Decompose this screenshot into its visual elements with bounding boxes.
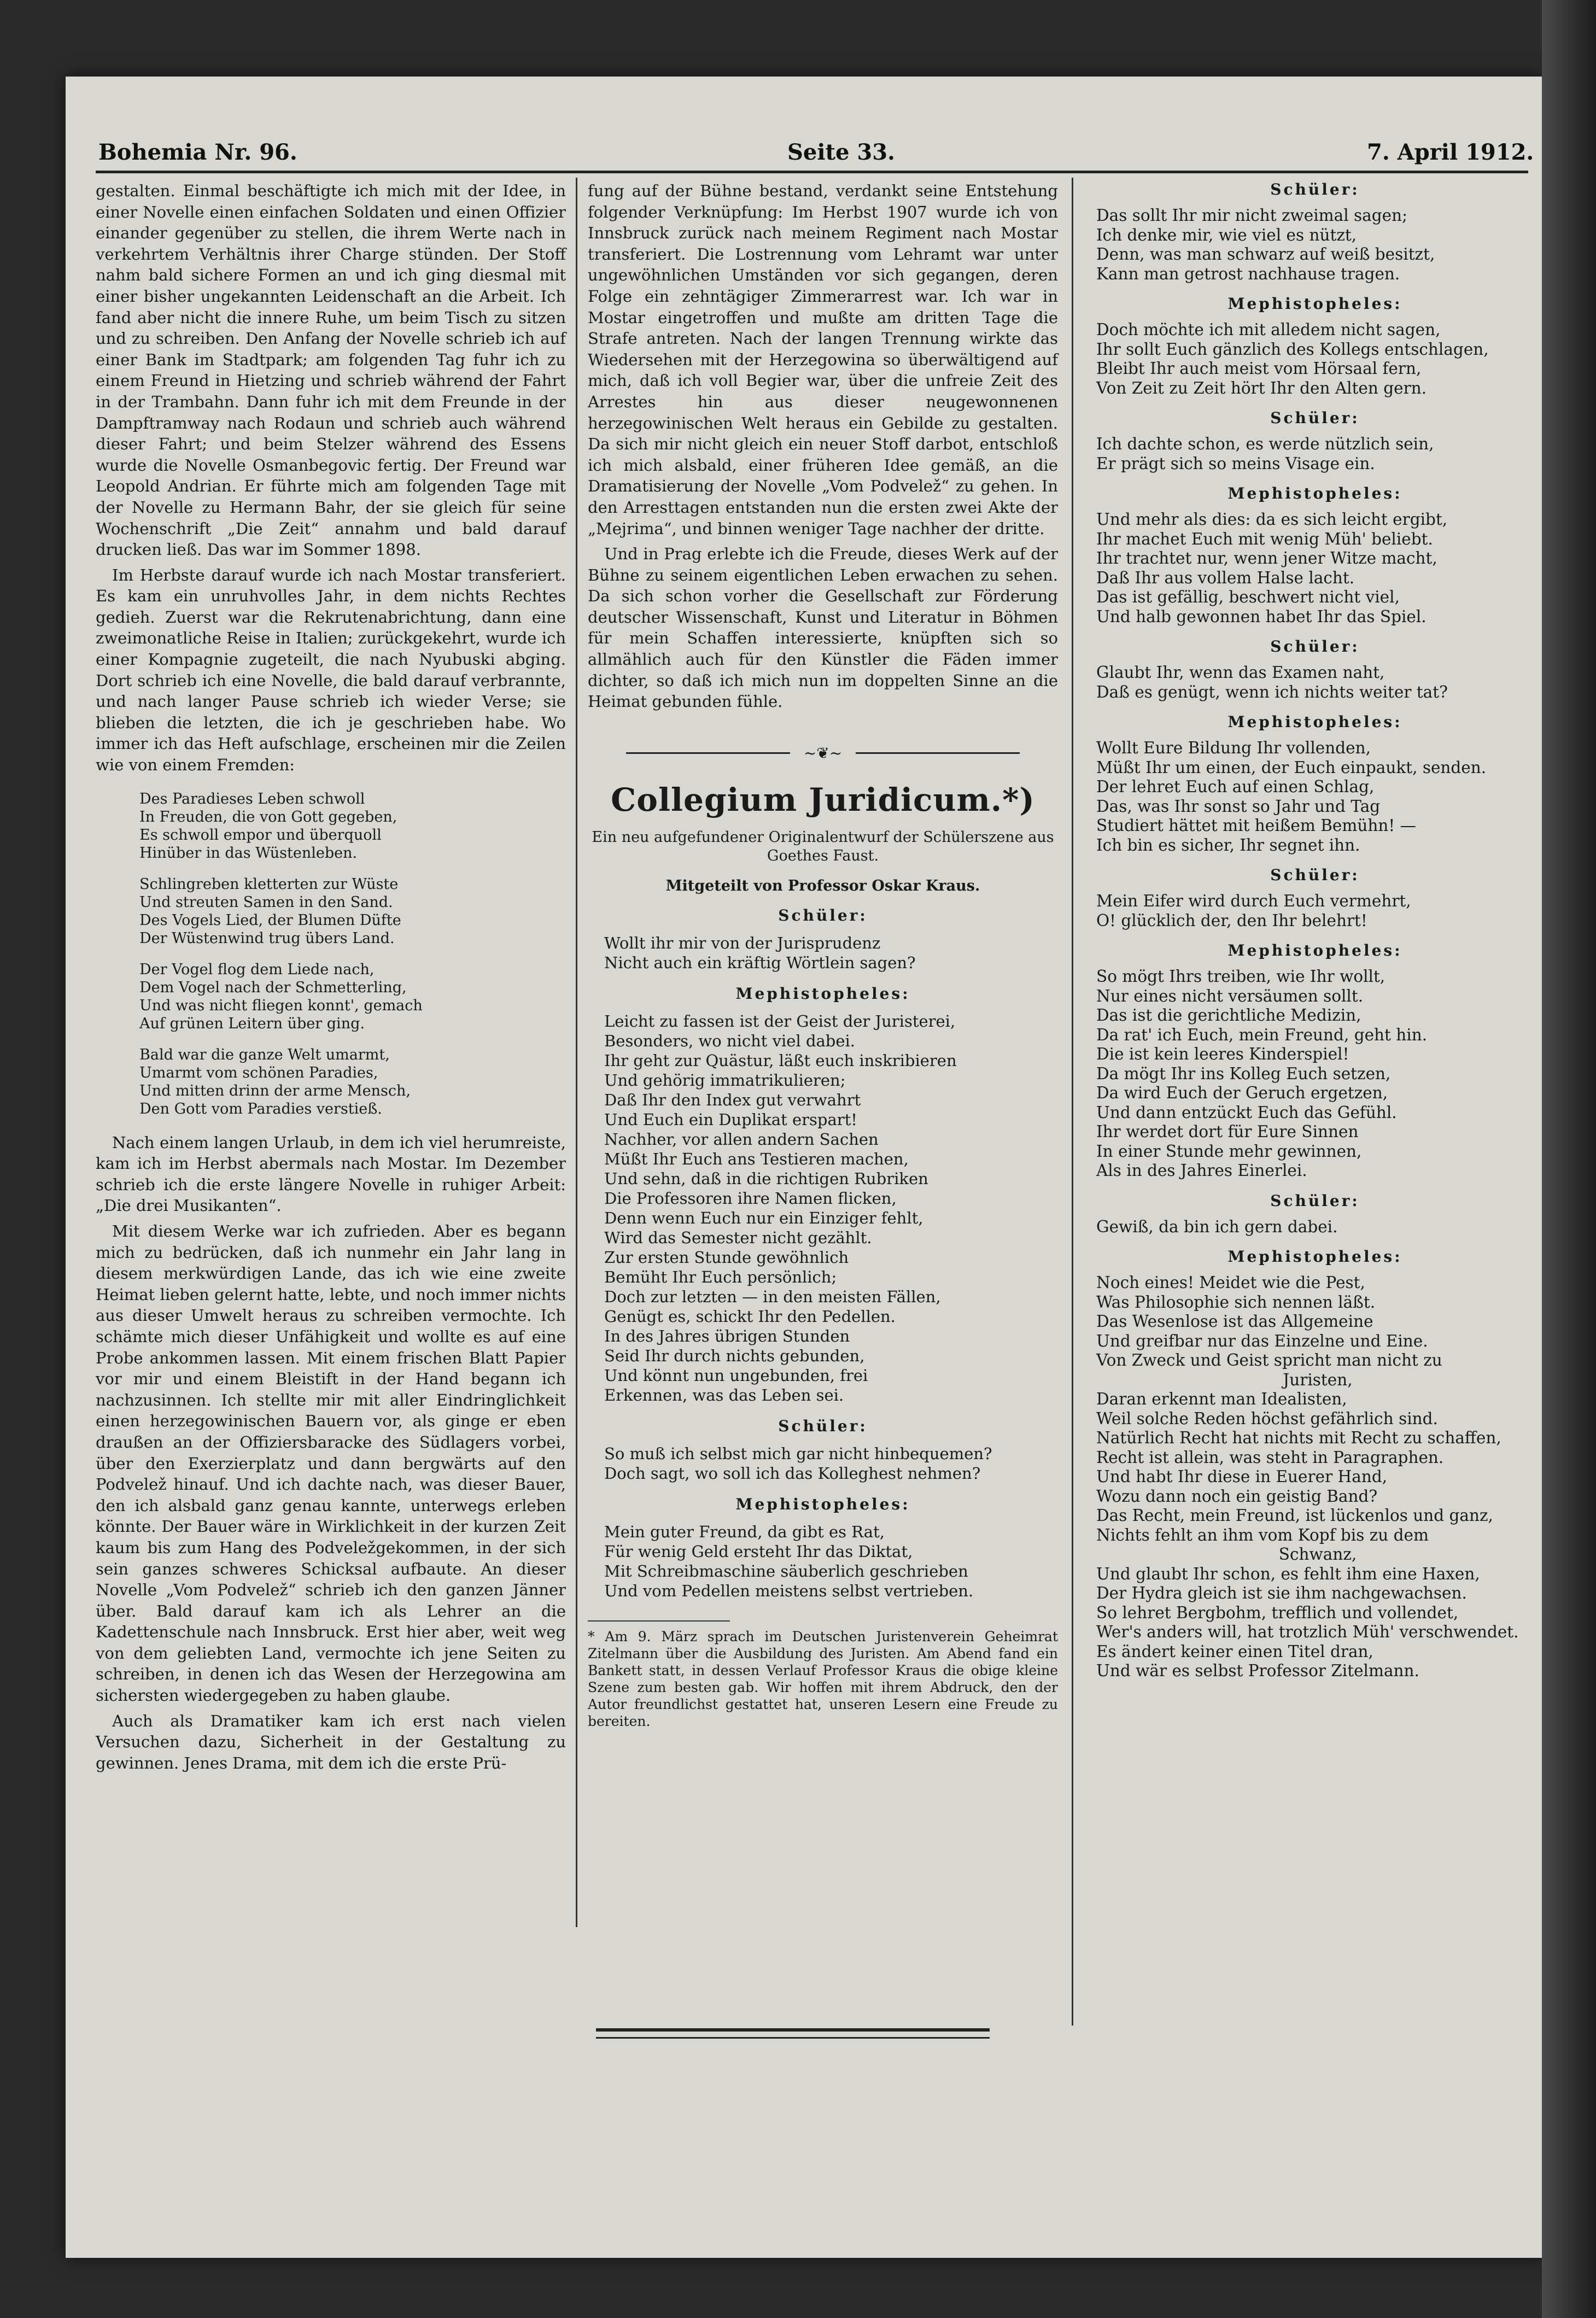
verse-block: [1091, 320, 1539, 398]
poem-line: Und streuten Samen in den Sand.: [139, 893, 393, 911]
verse-block: [1091, 663, 1539, 702]
header-issue: Bohemia Nr. 96.: [98, 139, 297, 165]
poem-line: Und was nicht fliegen konnt', gemach: [139, 997, 423, 1014]
paragraph: fung auf der Bühne bestand, verdankt seine Entstehung folgender Verknüpfung: Im Herbst 1907 wurde ich von Innsbruck zurück nach meinem Regiment nach Mostar transferiert. Die Lostrennung vom Lehramt war unter ungewöhnlichen Umständen vor sich gegangen, deren Folge ein zehntägiger Zimmerarrest war. Ich war in Mostar eingetroffen und mußte am dritten Tage die Strafe antreten. Nach der langen Trennung wirkte das Wiedersehen mit der Herzegowina so überwältigend auf mich, daß ich voll Begier war, über die unfreie Zeit des Arrestes hin aus dieser neugewonnenen herzegowinischen Welt heraus ein Gebilde zu gestalten. Da sich mir nicht gleich ein neuer Stoff darbot, entschloß ich mich alsbald, einer früheren Idee gemäß, an die Dramatisierung der Novelle „Vom Podvelež“ zu gehen. In den Arresttagen entstanden nun die ersten zwei Akte der „Mejrima“, und binnen weniger Tage nachher der dritte.: [588, 182, 1058, 538]
verse-line: Genügt es, schickt Ihr den Pedellen.: [604, 1307, 896, 1326]
verse-block: [1091, 739, 1539, 855]
poem-line: In Freuden, die von Gott gegeben,: [139, 808, 397, 826]
verse-block: [588, 933, 1058, 973]
verse-line: Der Hydra gleich ist sie ihm nachgewachsen.: [1096, 1584, 1467, 1602]
verse-line: In einer Stunde mehr gewinnen,: [1096, 1142, 1362, 1161]
poem: [139, 790, 566, 1118]
footnote: * Am 9. März sprach im Deutschen Juristenverein Geheimrat Zitelmann über die Ausbildung des Juristen. Am Abend fand ein Bankett statt, in dessen Verlauf Professor Kraus die obige kleine Szene zum besten gab. Wir hoffen mit ihrem Abdruck, den der Autor freundlichst gestattet hat, unseren Lesern eine Freude zu bereiten.: [588, 1628, 1058, 1729]
verse-line: Zur ersten Stunde gewöhnlich: [604, 1248, 849, 1267]
verse-line: Recht ist allein, was steht in Paragraphen.: [1096, 1448, 1444, 1467]
poem-line: Auf grünen Leitern über ging.: [139, 1015, 365, 1032]
speaker-label: Mephistopheles:: [1227, 713, 1402, 731]
poem-stanza: [139, 961, 566, 1033]
verse-line: Glaubt Ihr, wenn das Examen naht,: [1096, 663, 1385, 682]
verse-line: Von Zeit zu Zeit hört Ihr den Alten gern.: [1096, 378, 1427, 397]
verse-line: Ihr geht zur Quästur, läßt euch inskribieren: [604, 1051, 957, 1070]
header-date: 7. April 1912.: [1367, 139, 1534, 165]
verse-line: Mein guter Freund, da gibt es Rat,: [604, 1522, 885, 1541]
verse-line: So mögt Ihrs treiben, wie Ihr wollt,: [1096, 967, 1385, 986]
poem-line: Bald war die ganze Welt umarmt,: [139, 1046, 390, 1063]
verse-line: Und mehr als dies: da es sich leicht ergibt,: [1096, 510, 1448, 529]
verse-line: Wozu dann noch ein geistig Band?: [1096, 1486, 1378, 1506]
verse-block: [1091, 206, 1539, 284]
column-2: [588, 180, 1058, 1730]
paragraph: Und in Prag erlebte ich die Freude, dieses Werk auf der Bühne zu seinem eigentlichen Leben erwachen zu sehen. Da sich schon vorher die Gesellschaft zur Förderung deutscher Wissenschaft, Kunst und Literatur in Böhmen für mein Schaffen interessierte, knüpften sich so allmählich auch für den Künstler die Fäden immer dichter, so daß ich mich nun im doppelten Sinne an die Heimat gebunden fühle.: [588, 545, 1058, 711]
verse-line: Bleibt Ihr auch meist vom Hörsaal fern,: [1096, 359, 1422, 378]
article-subtitle: Ein neu aufgefundener Originalentwurf der Schülerszene aus Goethes Faust.: [592, 828, 1054, 864]
poem-line: Umarmt vom schönen Paradies,: [139, 1064, 378, 1081]
speaker-label: Mephistopheles:: [735, 984, 910, 1003]
verse-line: Ihr werdet dort für Eure Sinnen: [1096, 1122, 1359, 1141]
verse-line: Doch sagt, wo soll ich das Kolleghest nehmen?: [604, 1464, 981, 1483]
verse-line: Das sollt Ihr mir nicht zweimal sagen;: [1096, 206, 1408, 225]
verse-line: Als in des Jahres Einerlei.: [1096, 1161, 1307, 1180]
verse-line: So lehret Bergbohm, trefflich und vollendet,: [1096, 1603, 1459, 1622]
verse-block: [588, 1011, 1058, 1405]
verse-line: Nachher, vor allen andern Sachen: [604, 1129, 879, 1149]
speaker-label: Mephistopheles:: [1227, 941, 1402, 959]
poem-stanza: [139, 790, 566, 862]
verse-line: Und greifbar nur das Einzelne und Eine.: [1096, 1331, 1428, 1350]
verse-line: Wer's anders will, hat trotzlich Müh' verschwendet.: [1096, 1623, 1519, 1641]
verse-line: Die Professoren ihre Namen flicken,: [604, 1189, 897, 1208]
verse-line: Wollt ihr mir von der Jurisprudenz: [604, 933, 881, 952]
verse-line: Natürlich Recht hat nichts mit Recht zu schaffen,: [1096, 1429, 1501, 1447]
verse-line: Die ist kein leeres Kinderspiel!: [1096, 1045, 1349, 1063]
verse-block: [588, 1444, 1058, 1483]
paragraph: Im Herbste darauf wurde ich nach Mostar transferiert. Es kam ein unruhvolles Jahr, in dem nichts Rechtes gedieh. Zuerst war die Rekrutenabrichtung, dann eine zweimonatliche Reise in Italien; zurückgekehrt, wurde ich einer Kompagnie zugeteilt, die nach Nyubuski abging. Dort schrieb ich eine Novelle, die bald darauf verbrannte, und nach langer Pause schrieb ich wieder Verse; sie blieben die letzten, die ich je geschrieben habe. Wo immer ich das Heft aufschlage, erscheinen mir die Zeilen wie von einem Fremden:: [96, 565, 566, 775]
verse-block: [1091, 510, 1539, 627]
verse-line: Bemüht Ihr Euch persönlich;: [604, 1267, 837, 1286]
poem-line: Dem Vogel nach der Schmetterling,: [139, 979, 407, 996]
verse-block: [1091, 1217, 1539, 1237]
verse-line: Daß es genügt, wenn ich nichts weiter tat?: [1096, 682, 1448, 701]
verse-line: In des Jahres übrigen Stunden: [604, 1326, 850, 1345]
article-title: Collegium Juridicum.*): [611, 781, 1035, 818]
article-byline: Mitgeteilt von Professor Oskar Kraus.: [665, 877, 980, 894]
verse-line: Mein Eifer wird durch Euch vermehrt,: [1096, 892, 1411, 910]
column-rule: [576, 178, 577, 1927]
poem-line: Und mitten drinn der arme Mensch,: [139, 1082, 411, 1099]
verse-line: Er prägt sich so meins Visage ein.: [1096, 454, 1375, 473]
header-page-number: Seite 33.: [787, 139, 895, 165]
verse-line: Und glaubt Ihr schon, es fehlt ihm eine Haxen,: [1096, 1564, 1480, 1583]
verse-line: Doch zur letzten — in den meisten Fällen,: [604, 1287, 941, 1306]
poem-stanza: [139, 1046, 566, 1118]
verse-line: Und Euch ein Duplikat erspart!: [604, 1110, 857, 1129]
verse-line: Daß Ihr aus vollem Halse lacht.: [1096, 568, 1355, 587]
poem-line: Es schwoll empor und überquoll: [139, 826, 382, 844]
verse-line: O! glücklich der, den Ihr belehrt!: [1096, 911, 1367, 930]
verse-line: Daß Ihr den Index gut verwahrt: [604, 1090, 861, 1109]
scan-border: [1542, 0, 1596, 2318]
paragraph: Mit diesem Werke war ich zufrieden. Aber es begann mich zu bedrücken, daß ich nunmehr ein Jahr lang in diesem merkwürdigen Lande, das ich wie eine zweite Heimat lieben gelernt hatte, lebte, und noch immer nichts aus dieser Umwelt heraus zu schreiben vermochte. Ich schämte mich dieser Unfähigkeit und wollte es auf eine Probe ankommen lassen. Mit einem frischen Blatt Papier vor mir und einem Bleistift in der Hand begann ich nachzusinnen. Ich stellte mir mit aller Eindringlichkeit einen herzegowinischen Bauern vor, als ginge er eben draußen an der Offiziersbaracke des Südlagers vorbei, über den Exerzierplatz und dann bergwärts auf den Podvelež hinauf. Und ich dachte nach, was dieser Bauer, den ich alsbald ganz genau kannte, unterwegs erleben könnte. Der Bauer wäre in Wirklichkeit in der kurzen Zeit kaum bis zum Hang des Podveležgekommen, in der sich sein ganzes schweres Schicksal aufbaute. An dieser Novelle „Vom Podvelež“ schrieb ich den ganzen Jänner über. Bald darauf kam ich als Lehrer an die Kadettenschule nach Innsbruck. Erst hier aber, weit weg von dem geliebten Land, vermochte ich jene Seiten zu schreiben, in denen ich das Wesen der Herzegowina am sichersten wiedergegeben zu haben glaube.: [96, 1222, 566, 1705]
verse-line: Ihr machet Euch mit wenig Müh' beliebt.: [1096, 529, 1433, 548]
verse-line: Denn wenn Euch nur ein Einziger fehlt,: [604, 1208, 923, 1227]
verse-line: Nichts fehlt an ihm vom Kopf bis zu dem: [1096, 1525, 1429, 1544]
verse-line: Denn, was man schwarz auf weiß besitzt,: [1096, 245, 1435, 264]
paragraph: Auch als Dramatiker kam ich erst nach vielen Versuchen dazu, Sicherheit in der Gestaltung zu gewinnen. Jenes Drama, mit dem ich die erste Prü-: [96, 1711, 566, 1772]
verse-line: Daran erkennt man Idealisten,: [1096, 1390, 1347, 1408]
verse-line: Nur eines nicht versäumen sollt.: [1096, 986, 1364, 1005]
verse-line: Der lehret Euch auf einen Schlag,: [1096, 777, 1375, 796]
verse-line: Juristen,: [1283, 1370, 1353, 1389]
column-3: [1091, 180, 1539, 1681]
paragraph: gestalten. Einmal beschäftigte ich mich mit der Idee, in einer Novelle einen einfachen Soldaten und einen Offizier einander gegenüber zu stellen, die ihrem Werte nach in verkehrtem Verhältnis ihrer Charge stünden. Der Stoff nahm bald sichere Formen an und ich ging diesmal mit einer bisher ungekannten Leidenschaft an die Arbeit. Ich fand aber nicht die innere Ruhe, um beim Tisch zu sitzen und zu schreiben. Den Anfang der Novelle schrieb ich auf einer Bank im Stadtpark; am folgenden Tag fuhr ich zu einem Freund in Hietzing und schrieb während der Fahrt in der Trambahn. Dann fuhr ich mit dem Freunde in der Dampftramway nach Rodaun und schrieb auch während dieser Fahrt; und beim Stelzer während des Essens wurde die Novelle Osmanbegovic fertig. Der Freund war Leopold Andrian. Er führte mich am folgenden Tage mit der Novelle zu Hermann Bahr, der sie gleich für seine Wochenschrift „Die Zeit“ annahm und bald darauf drucken ließ. Das war im Sommer 1898.: [96, 182, 566, 559]
verse-line: Doch möchte ich mit alledem nicht sagen,: [1096, 320, 1441, 339]
verse-line: Es ändert keiner einen Titel dran,: [1096, 1642, 1373, 1661]
verse-line: Das, was Ihr sonst so Jahr und Tag: [1096, 797, 1381, 816]
verse-line: Und habt Ihr diese in Euerer Hand,: [1096, 1467, 1388, 1486]
verse-line: Nicht auch ein kräftig Wörtlein sagen?: [604, 953, 916, 972]
verse-line: Ihr trachtet nur, wenn jener Witze macht,: [1096, 549, 1437, 567]
verse-line: Studiert hättet mit heißem Bemühn! —: [1096, 816, 1417, 835]
speaker-label: Schüler:: [778, 906, 868, 924]
verse-line: Ihr sollt Euch gänzlich des Kollegs entschlagen,: [1096, 339, 1489, 359]
poem-line: Schlingreben kletterten zur Wüste: [139, 875, 399, 893]
verse-line: Das ist gefällig, beschwert nicht viel,: [1096, 588, 1400, 606]
poem-line: Der Wüstenwind trug übers Land.: [139, 929, 395, 947]
verse-block: [588, 1522, 1058, 1601]
verse-line: Und vom Pedellen meistens selbst vertrieben.: [604, 1581, 974, 1600]
verse-line: Schwanz,: [1278, 1545, 1357, 1564]
verse-line: Müßt Ihr um einen, der Euch einpaukt, senden.: [1096, 758, 1487, 777]
divider-ornament: ~❦~: [803, 744, 843, 762]
verse-line: Ich dachte schon, es werde nützlich sein,: [1096, 435, 1434, 453]
verse-line: Da mögt Ihr ins Kolleg Euch setzen,: [1096, 1064, 1391, 1083]
divider-line: [856, 752, 1020, 754]
verse-line: Das ist die gerichtliche Medizin,: [1096, 1006, 1361, 1025]
header-rule: [96, 171, 1528, 173]
verse-line: Ich denke mir, wie viel es nützt,: [1096, 225, 1357, 244]
poem-line: Den Gott vom Paradies verstieß.: [139, 1100, 382, 1117]
verse-block: [1091, 1273, 1539, 1681]
end-rule: [596, 2037, 990, 2039]
verse-line: Seid Ihr durch nichts gebunden,: [604, 1346, 865, 1365]
ornamental-divider: [626, 745, 1020, 762]
verse-block: [1091, 892, 1539, 930]
verse-line: Erkennen, was das Leben sei.: [604, 1385, 844, 1404]
speaker-label: Schüler:: [1270, 1191, 1360, 1210]
poem-line: Des Vogels Lied, der Blumen Düfte: [139, 911, 401, 929]
verse-line: Und sehn, daß in die richtigen Rubriken: [604, 1169, 928, 1188]
verse-line: Kann man getrost nachhause tragen.: [1096, 264, 1400, 283]
speaker-label: Mephistopheles:: [1227, 484, 1402, 502]
speaker-label: Schüler:: [1270, 637, 1360, 655]
speaker-label: Mephistopheles:: [1227, 295, 1402, 313]
verse-line: Wird das Semester nicht gezählt.: [604, 1228, 872, 1247]
verse-line: Was Philosophie sich nennen läßt.: [1096, 1292, 1376, 1312]
verse-line: Und könnt nun ungebunden, frei: [604, 1366, 868, 1385]
verse-line: Müßt Ihr Euch ans Testieren machen,: [604, 1149, 909, 1168]
verse-line: Da rat' ich Euch, mein Freund, geht hin.: [1096, 1025, 1428, 1044]
verse-line: Und wär es selbst Professor Zitelmann.: [1096, 1661, 1419, 1680]
speaker-label: Mephistopheles:: [735, 1495, 910, 1513]
verse-line: Noch eines! Meidet wie die Pest,: [1096, 1273, 1365, 1292]
verse-line: Weil solche Reden höchst gefährlich sind.: [1096, 1409, 1438, 1428]
verse-line: Gewiß, da bin ich gern dabei.: [1096, 1217, 1338, 1236]
verse-line: Von Zweck und Geist spricht man nicht zu: [1096, 1351, 1442, 1369]
verse-line: Da wird Euch der Geruch ergetzen,: [1096, 1084, 1388, 1102]
verse-line: Leicht zu fassen ist der Geist der Juristerei,: [604, 1011, 956, 1031]
verse-block: [1091, 435, 1539, 473]
speaker-label: Schüler:: [1270, 866, 1360, 884]
verse-line: Ich bin es sicher, Ihr segnet ihn.: [1096, 835, 1360, 854]
verse-line: Für wenig Geld ersteht Ihr das Diktat,: [604, 1542, 913, 1561]
speaker-label: Mephistopheles:: [1227, 1248, 1402, 1266]
end-rule: [596, 2028, 990, 2032]
verse-line: Und gehörig immatrikulieren;: [604, 1070, 846, 1090]
speaker-label: Schüler:: [778, 1416, 868, 1435]
poem-line: Hinüber in das Wüstenleben.: [139, 844, 358, 862]
verse-line: Besonders, wo nicht viel dabei.: [604, 1031, 856, 1050]
poem-line: Des Paradieses Leben schwoll: [139, 790, 365, 807]
poem-line: Der Vogel flog dem Liede nach,: [139, 961, 375, 978]
column-rule: [1072, 178, 1073, 2026]
verse-line: So muß ich selbst mich gar nicht hinbequemen?: [604, 1444, 992, 1463]
verse-block: [1091, 967, 1539, 1181]
footnote-rule: [588, 1620, 730, 1622]
verse-line: Mit Schreibmaschine säuberlich geschrieben: [604, 1561, 968, 1581]
verse-line: Das Recht, mein Freund, ist lückenlos und ganz,: [1096, 1506, 1493, 1525]
verse-line: Und dann entzückt Euch das Gefühl.: [1096, 1103, 1397, 1122]
divider-line: [626, 752, 790, 754]
speaker-label: Schüler:: [1270, 180, 1360, 198]
paragraph: Nach einem langen Urlaub, in dem ich viel herumreiste, kam ich im Herbst abermals nach Mostar. Im Dezember schrieb ich die erste längere Novelle in ruhiger Arbeit: „Die drei Musikanten“.: [96, 1133, 566, 1215]
verse-line: Das Wesenlose ist das Allgemeine: [1096, 1312, 1373, 1331]
verse-line: Und halb gewonnen habet Ihr das Spiel.: [1096, 607, 1427, 626]
column-1: [96, 180, 566, 1778]
poem-stanza: [139, 875, 566, 947]
verse-line: Wollt Eure Bildung Ihr vollenden,: [1096, 739, 1371, 757]
speaker-label: Schüler:: [1270, 409, 1360, 427]
